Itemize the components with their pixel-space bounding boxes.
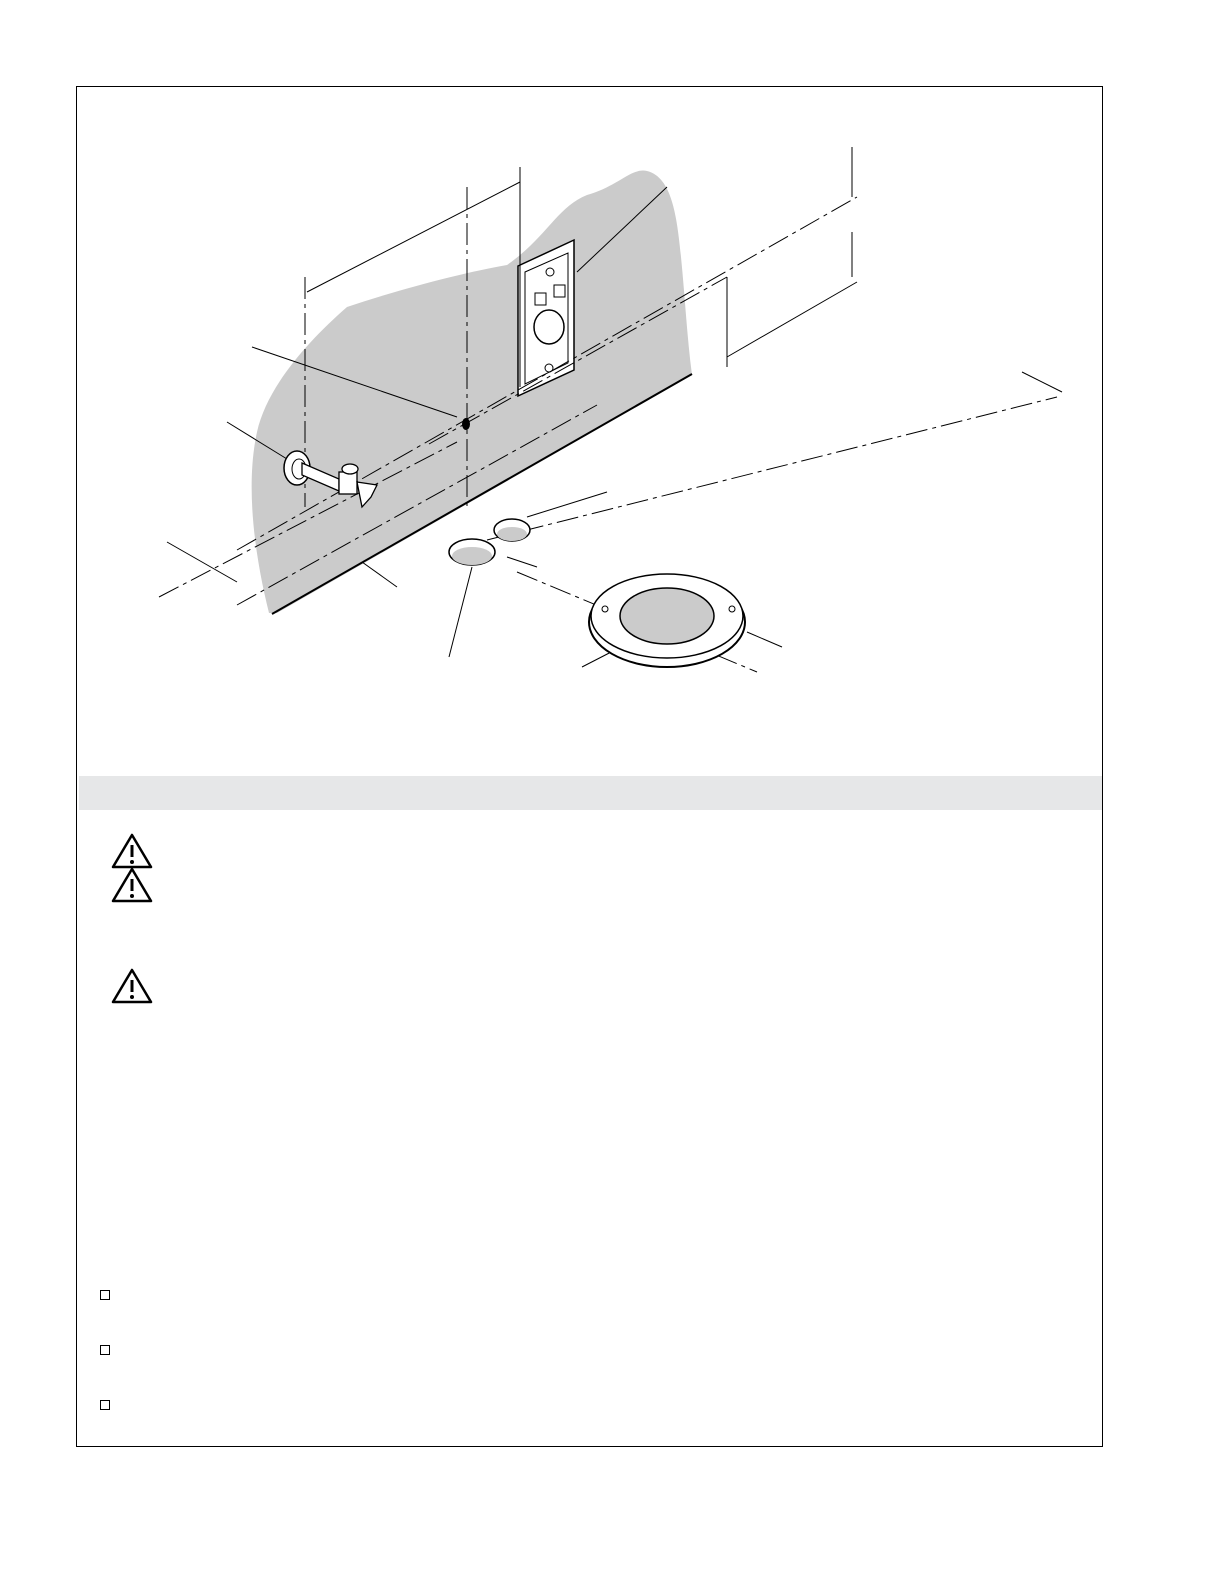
checklist-item[interactable] (100, 1345, 110, 1355)
section-band (79, 776, 1102, 810)
rough-in-diagram (77, 87, 1102, 777)
floor-holes (449, 519, 530, 565)
page-frame (76, 86, 1103, 1447)
warning-block-3 (110, 967, 156, 1007)
warning-triangle-icon (110, 832, 154, 870)
outlet-icon (518, 240, 574, 396)
center-mark (462, 418, 470, 430)
checkbox-icon[interactable] (100, 1400, 110, 1410)
checkbox-icon[interactable] (100, 1345, 110, 1355)
checkbox-icon[interactable] (100, 1290, 110, 1300)
checklist-item[interactable] (100, 1400, 110, 1410)
warning-block-2 (110, 866, 156, 906)
checklist-item[interactable] (100, 1290, 110, 1300)
warning-triangle-icon (110, 866, 154, 904)
drain-flange-icon (589, 574, 745, 667)
warning-triangle-icon (110, 967, 154, 1005)
